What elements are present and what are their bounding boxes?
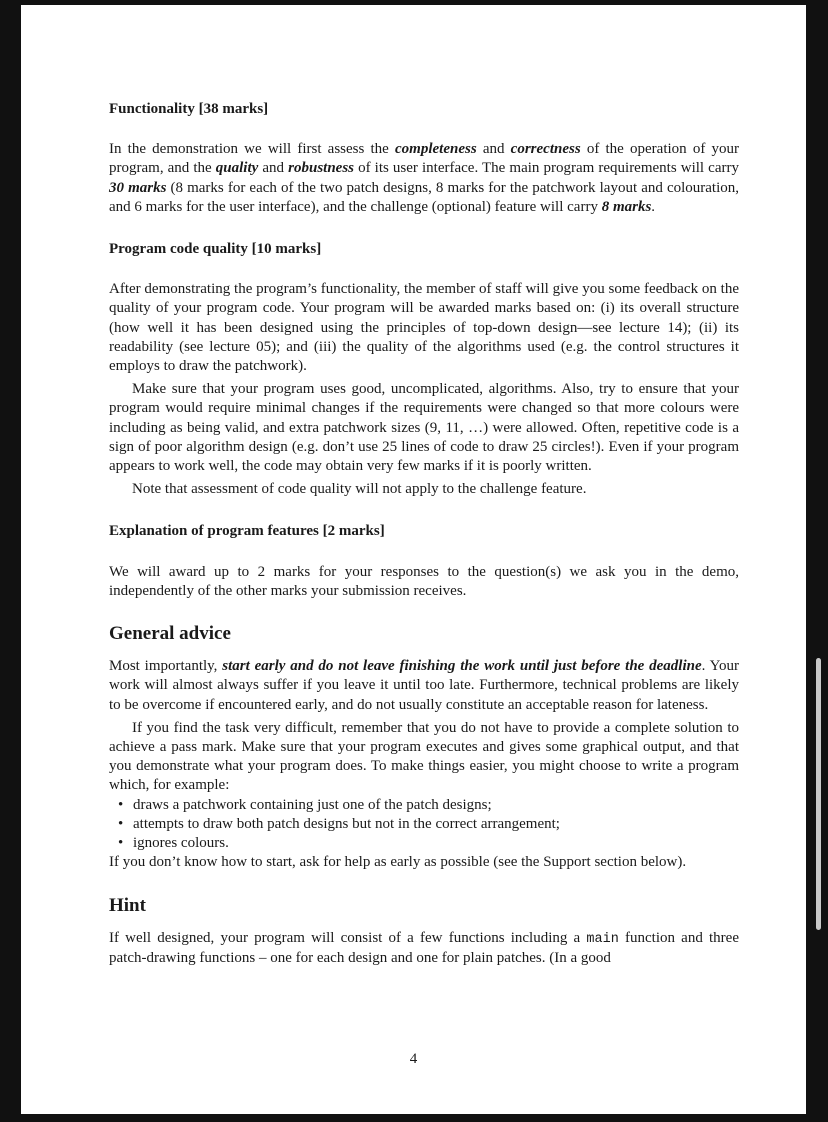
- hint-paragraph: If well designed, your program will consist of a few functions including a main function and three patch-drawing functions – one for each design and one for plain patches. (In a good: [109, 929, 739, 966]
- general-advice-paragraph-2: If you find the task very difficult, remember that you do not have to provide a complete solution to achieve a pass mark. Make sure that your program executes and gives some graphical output, and that you demonstrate what your program does. To make things easier, you might choose to write a program which, for example:: [109, 719, 739, 794]
- explanation-heading: Explanation of program features [2 marks]: [109, 523, 385, 540]
- code-quality-paragraph-1: After demonstrating the program’s functionality, the member of staff will give you some feedback on the quality of your program code. Your program will be awarded marks based on: (i) its overall structure (how well it has been designed using the principles of top-down design—see lecture 14); (ii) its readability (see lecture 05); and (iii) the quality of the algorithms used (e.g. the control structures it employs to draw the patchwork).: [109, 281, 739, 375]
- code-quality-paragraph-3: Note that assessment of code quality will not apply to the challenge feature.: [132, 481, 587, 498]
- explanation-paragraph: We will award up to 2 marks for your responses to the question(s) we ask you in the demo, independently of the other marks your submission receives.: [109, 563, 739, 599]
- document-page: [21, 5, 806, 1114]
- list-item: • attempts to draw both patch designs but not in the correct arrangement;: [133, 815, 739, 834]
- functionality-heading: Functionality [38 marks]: [109, 101, 269, 117]
- list-item: • ignores colours.: [133, 834, 739, 853]
- vertical-scrollbar[interactable]: [816, 658, 821, 930]
- page-content: [109, 100, 739, 968]
- general-advice-paragraph-3: If you don’t know how to start, ask for help as early as possible (see the Support section below).: [109, 854, 687, 871]
- list-item: • draws a patchwork containing just one of the patch designs;: [133, 796, 739, 815]
- general-advice-paragraph-1: Most importantly, start early and do not leave finishing the work until just before the deadline. Your work will almost always suffer if you leave it until too late. Furthermore, technical problems are likely to be overcome if encountered early, and do not usually constitute an acceptable reason for lateness.: [109, 658, 739, 713]
- general-advice-heading: General advice: [109, 623, 231, 645]
- advice-bullet-list: [109, 796, 739, 854]
- code-quality-paragraph-2: Make sure that your program uses good, uncomplicated, algorithms. Also, try to ensure that your program would require minimal changes if the requirements were changed so that more colours were including as being valid, and extra patchwork sizes (9, 11, …) were allowed. Often, repetitive code is a sign of poor algorithm design (e.g. don’t use 25 lines of code to draw 25 circles!). Even if your program appears to work well, the code may obtain very few marks if it is poorly written.: [109, 381, 739, 475]
- page-number: 4: [409, 1051, 418, 1067]
- code-quality-heading: Program code quality [10 marks]: [109, 241, 322, 258]
- functionality-paragraph: In the demonstration we will first assess the completeness and correctness of the operation of your program, and the quality and robustness of its user interface. The main program requirements will carry 30 marks (8 marks for each of the two patch designs, 8 marks for the patchwork layout and colouration, and 6 marks for the user interface), and the challenge (optional) feature will carry 8 marks.: [109, 141, 740, 215]
- hint-heading: Hint: [109, 894, 146, 916]
